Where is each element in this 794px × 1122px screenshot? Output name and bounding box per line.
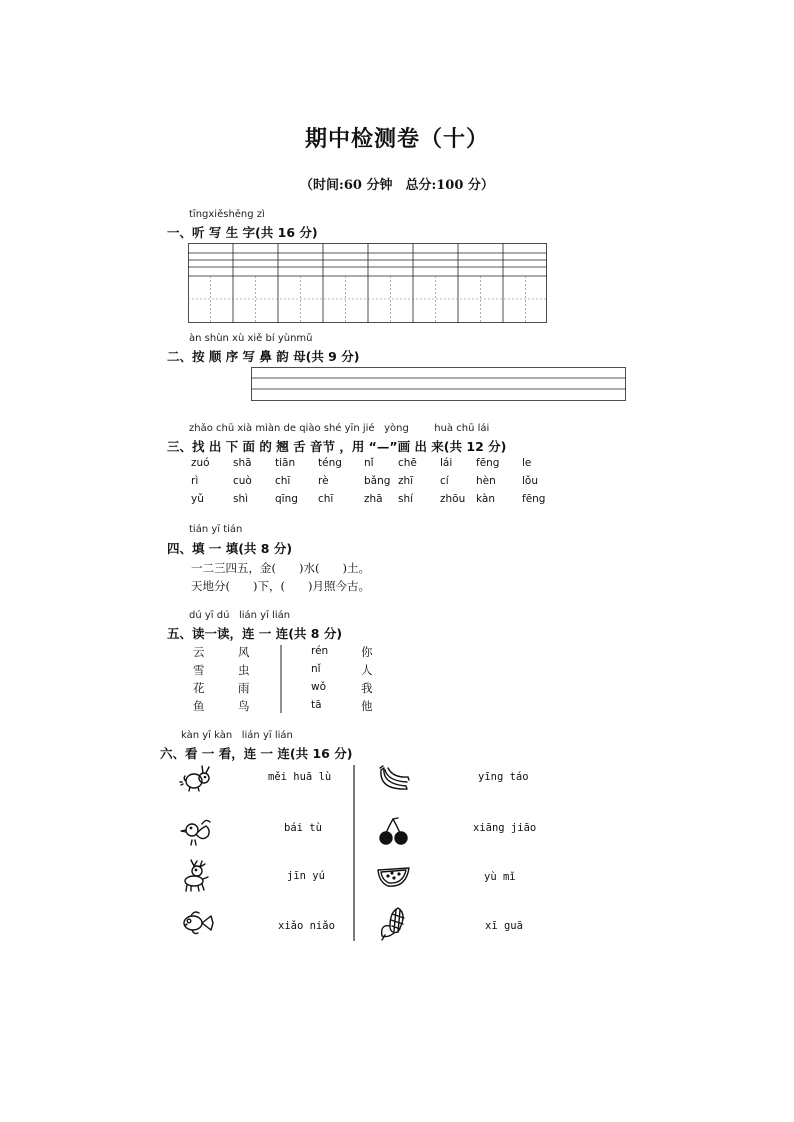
syllable-item[interactable]: bǎng (364, 475, 391, 487)
page-title: 期中检测卷（十） (304, 127, 489, 152)
corn-icon (376, 904, 412, 942)
match-left-word[interactable]: 云 (193, 645, 205, 659)
syllable-item[interactable]: kàn (476, 493, 495, 505)
match-right-pinyin[interactable]: nǐ (311, 663, 321, 675)
picture-label-right-1: yīng táo (478, 771, 529, 783)
syllable-item[interactable]: fēng (522, 493, 546, 505)
match-right-char[interactable]: 你 (361, 645, 373, 659)
syllable-item[interactable]: yǔ (191, 493, 204, 505)
syllable-item[interactable]: zhā (364, 493, 383, 505)
goldfish-icon (180, 908, 216, 938)
syllable-item[interactable]: cí (440, 475, 449, 487)
watermelon-icon (376, 862, 412, 892)
syllable-item[interactable]: lǒu (522, 475, 538, 487)
syllable-item[interactable]: nǐ (364, 457, 374, 469)
syllable-item[interactable]: fēng (476, 457, 500, 469)
syllable-item[interactable]: hèn (476, 475, 496, 487)
section-3-pinyin: zhǎo chū xià miàn de qiào shé yīn jié yòng huà chū lái (189, 423, 490, 434)
section-5-pinyin: dú yī dú lián yī lián (189, 610, 291, 621)
banana-icon (376, 764, 412, 796)
section-5-heading: 五、读一读，连 一 连(共 8 分) (167, 626, 343, 641)
match-right-char[interactable]: 我 (361, 681, 373, 695)
writing-lines[interactable] (251, 367, 627, 401)
rabbit-icon (180, 764, 214, 794)
section-2-heading: 二、按 顺 序 写 鼻 韵 母(共 9 分) (167, 349, 360, 364)
syllable-item[interactable]: téng (318, 457, 342, 469)
match-left-word[interactable]: 雪 (193, 663, 205, 677)
exam-info: （时间:60 分钟 总分:100 分） (300, 178, 494, 193)
syllable-item[interactable]: tiān (275, 457, 296, 469)
match-right-pinyin[interactable]: wǒ (311, 681, 327, 693)
syllable-item[interactable]: le (522, 457, 532, 469)
section-1-heading: 一、听 写 生 字(共 16 分) (167, 225, 318, 240)
syllable-item[interactable]: shā (233, 457, 252, 469)
syllable-item[interactable]: chē (398, 457, 417, 469)
syllable-item[interactable]: zhōu (440, 493, 466, 505)
match-right-pinyin[interactable]: tā (311, 699, 322, 711)
syllable-item[interactable]: zhī (398, 475, 414, 487)
section-3-heading: 三、找 出 下 面 的 翘 舌 音节 ，用 “—”画 出 来(共 12 分) (167, 439, 507, 454)
cherry-icon (376, 816, 412, 848)
picture-divider (353, 765, 355, 941)
section-4-pinyin: tián yī tián (189, 524, 243, 535)
syllable-item[interactable]: rì (191, 475, 199, 487)
dictation-grid[interactable] (188, 243, 548, 323)
match-right-char[interactable]: 他 (361, 699, 373, 713)
picture-label-right-3: yù mǐ (484, 871, 516, 883)
section-4-heading: 四、填 一 填(共 8 分) (167, 541, 293, 556)
fill-line-2[interactable]: 天地分( )下，( )月照今古。 (191, 579, 370, 593)
section-6-heading: 六、看 一 看，连 一 连(共 16 分) (160, 746, 353, 761)
section-6-pinyin: kàn yī kàn lián yī lián (181, 730, 293, 741)
deer-icon (180, 858, 214, 894)
section-2-pinyin: àn shùn xù xiě bí yùnmǔ (189, 333, 313, 344)
section-1-pinyin: tīngxiěshēng zì (189, 209, 265, 220)
syllable-item[interactable]: qīng (275, 493, 298, 505)
picture-label-left-4: xiǎo niǎo (278, 920, 335, 932)
fill-line-1[interactable]: 一二三四五，金( )水( )土。 (191, 561, 370, 575)
match-divider (280, 645, 282, 713)
syllable-item[interactable]: cuò (233, 475, 252, 487)
picture-label-left-1: měi huā lù (268, 771, 332, 783)
match-right-pinyin[interactable]: rén (311, 645, 329, 657)
picture-label-right-4: xī guā (485, 920, 523, 932)
syllable-item[interactable]: chī (275, 475, 291, 487)
match-left-word[interactable]: 鸟 (238, 699, 250, 713)
match-right-char[interactable]: 人 (361, 663, 373, 677)
match-left-word[interactable]: 鱼 (193, 699, 205, 713)
match-left-word[interactable]: 花 (193, 681, 205, 695)
match-left-word[interactable]: 风 (238, 645, 250, 659)
bird-icon (180, 816, 214, 848)
syllable-item[interactable]: lái (440, 457, 453, 469)
syllable-item[interactable]: chī (318, 493, 334, 505)
match-left-word[interactable]: 虫 (238, 663, 250, 677)
picture-label-right-2: xiāng jiāo (473, 822, 537, 834)
match-left-word[interactable]: 雨 (238, 681, 250, 695)
syllable-item[interactable]: zuó (191, 457, 210, 469)
syllable-item[interactable]: shí (398, 493, 414, 505)
picture-label-left-3: jīn yú (287, 870, 325, 882)
picture-label-left-2: bái tù (284, 822, 322, 834)
syllable-item[interactable]: shì (233, 493, 249, 505)
syllable-item[interactable]: rè (318, 475, 329, 487)
